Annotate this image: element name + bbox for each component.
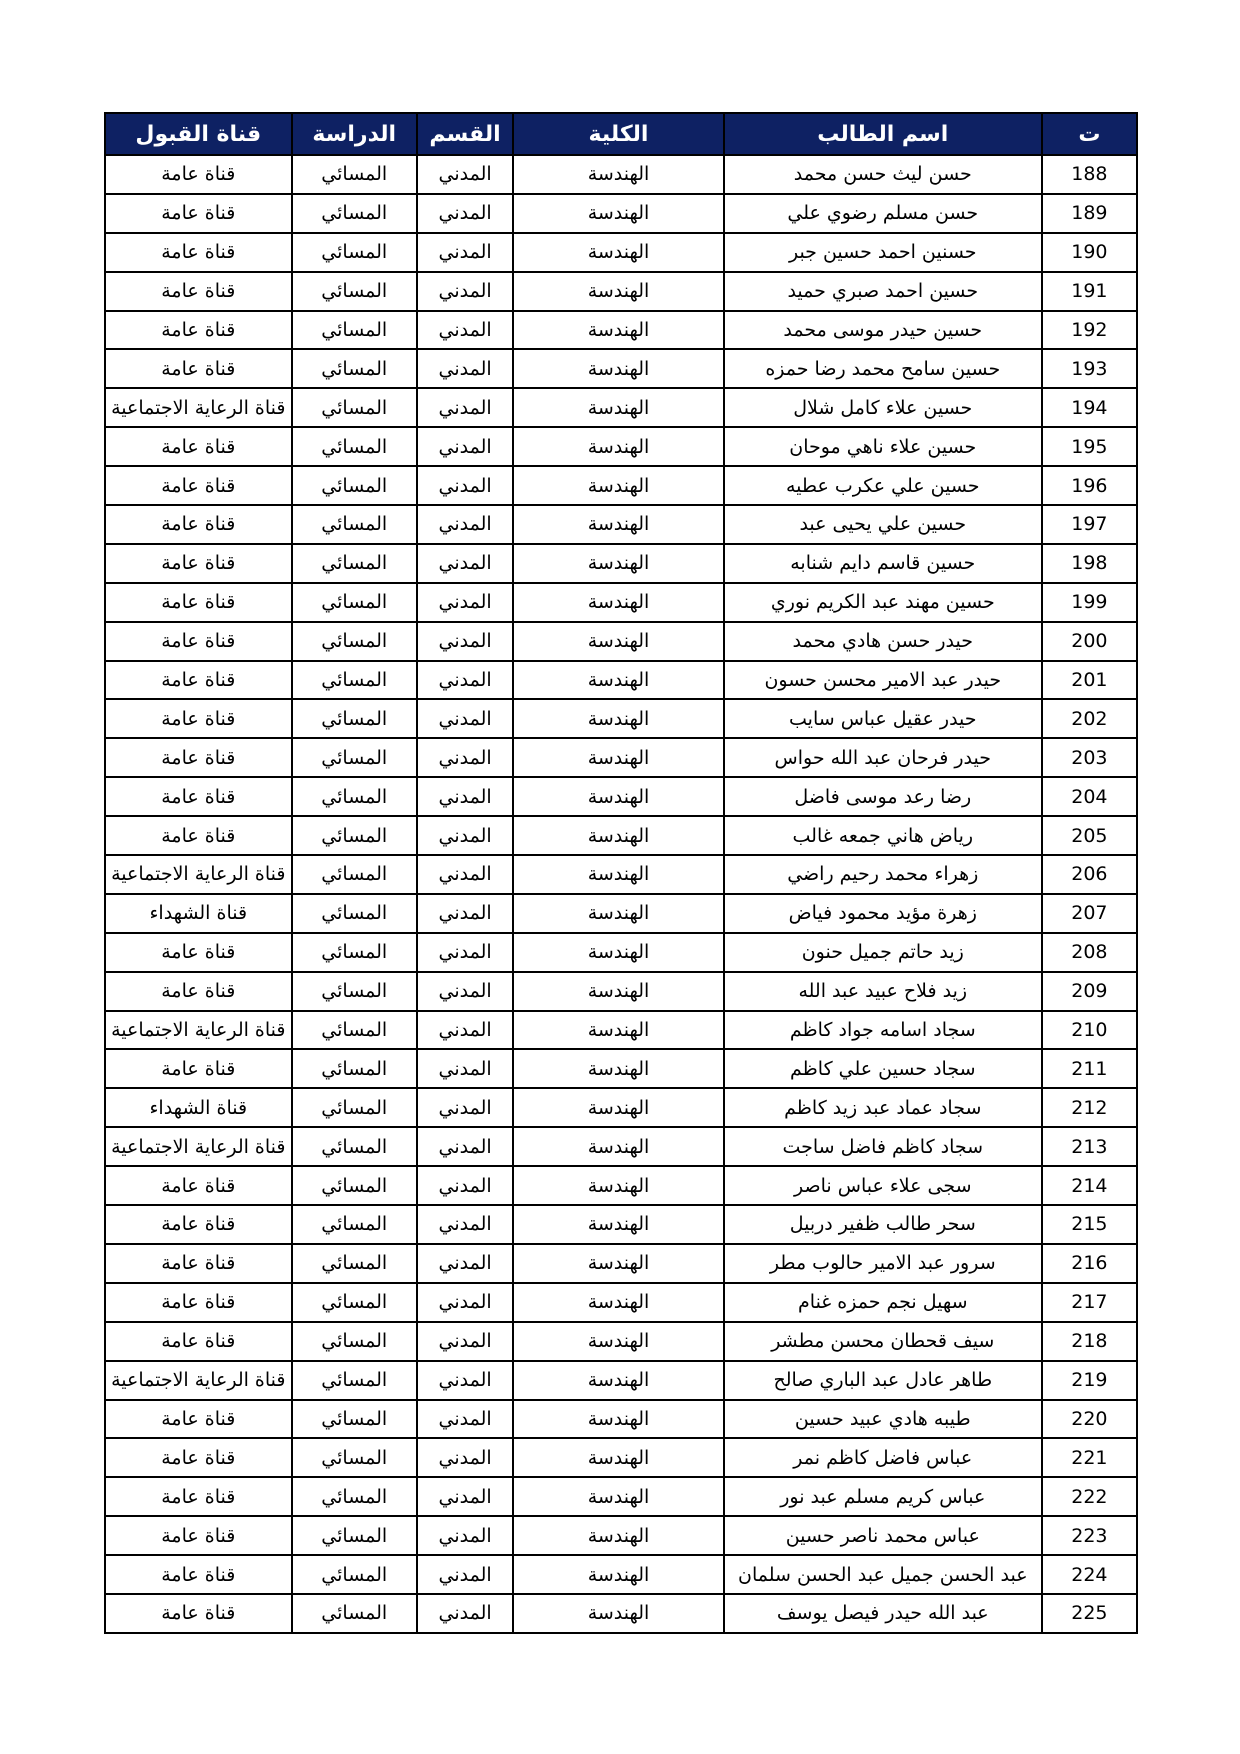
cell-name: سجى علاء عباس ناصر	[724, 1166, 1042, 1205]
cell-serial: 206	[1042, 855, 1137, 894]
cell-study: المسائي	[292, 388, 417, 427]
cell-department: المدني	[417, 1011, 513, 1050]
cell-name: سرور عبد الامير حالوب مطر	[724, 1244, 1042, 1283]
cell-channel: قناة الرعاية الاجتماعية	[105, 388, 292, 427]
cell-serial: 193	[1042, 349, 1137, 388]
cell-channel: قناة عامة	[105, 272, 292, 311]
cell-name: سهيل نجم حمزه غنام	[724, 1283, 1042, 1322]
cell-name: رياض هاني جمعه غالب	[724, 816, 1042, 855]
table-row	[105, 1166, 1137, 1205]
cell-department: المدني	[417, 466, 513, 505]
cell-college: الهندسة	[513, 894, 724, 933]
cell-college: الهندسة	[513, 1127, 724, 1166]
table-row	[105, 233, 1137, 272]
table-row	[105, 311, 1137, 350]
cell-college: الهندسة	[513, 349, 724, 388]
cell-college: الهندسة	[513, 1594, 724, 1633]
cell-channel: قناة عامة	[105, 1283, 292, 1322]
cell-college: الهندسة	[513, 1049, 724, 1088]
table-row	[105, 466, 1137, 505]
cell-serial: 191	[1042, 272, 1137, 311]
cell-department: المدني	[417, 311, 513, 350]
cell-name: حسين احمد صبري حميد	[724, 272, 1042, 311]
cell-department: المدني	[417, 1049, 513, 1088]
cell-serial: 220	[1042, 1400, 1137, 1439]
cell-college: الهندسة	[513, 233, 724, 272]
cell-study: المسائي	[292, 1283, 417, 1322]
cell-study: المسائي	[292, 1400, 417, 1439]
cell-serial: 195	[1042, 427, 1137, 466]
cell-college: الهندسة	[513, 933, 724, 972]
cell-study: المسائي	[292, 349, 417, 388]
cell-serial: 223	[1042, 1516, 1137, 1555]
cell-name: طيبه هادي عبيد حسين	[724, 1400, 1042, 1439]
cell-name: حسن ليث حسن محمد	[724, 155, 1042, 194]
table-row	[105, 622, 1137, 661]
cell-college: الهندسة	[513, 1166, 724, 1205]
cell-college: الهندسة	[513, 1244, 724, 1283]
cell-study: المسائي	[292, 699, 417, 738]
cell-department: المدني	[417, 233, 513, 272]
col-header-college: الكلية	[513, 113, 724, 155]
cell-department: المدني	[417, 1555, 513, 1594]
cell-study: المسائي	[292, 155, 417, 194]
cell-department: المدني	[417, 894, 513, 933]
table-row	[105, 777, 1137, 816]
cell-name: عباس محمد ناصر حسين	[724, 1516, 1042, 1555]
table-row	[105, 544, 1137, 583]
cell-college: الهندسة	[513, 583, 724, 622]
cell-study: المسائي	[292, 855, 417, 894]
cell-channel: قناة عامة	[105, 622, 292, 661]
cell-channel: قناة عامة	[105, 1166, 292, 1205]
cell-department: المدني	[417, 272, 513, 311]
cell-study: المسائي	[292, 583, 417, 622]
cell-college: الهندسة	[513, 505, 724, 544]
table-row	[105, 505, 1137, 544]
cell-channel: قناة عامة	[105, 738, 292, 777]
cell-channel: قناة عامة	[105, 466, 292, 505]
table-row	[105, 1594, 1137, 1633]
cell-department: المدني	[417, 933, 513, 972]
cell-name: سجاد حسين علي كاظم	[724, 1049, 1042, 1088]
cell-channel: قناة عامة	[105, 1516, 292, 1555]
table-row	[105, 427, 1137, 466]
cell-department: المدني	[417, 194, 513, 233]
table-row	[105, 1088, 1137, 1127]
cell-serial: 212	[1042, 1088, 1137, 1127]
cell-serial: 188	[1042, 155, 1137, 194]
cell-department: المدني	[417, 1400, 513, 1439]
table-row	[105, 194, 1137, 233]
cell-name: زهرة مؤيد محمود فياض	[724, 894, 1042, 933]
cell-study: المسائي	[292, 1438, 417, 1477]
cell-serial: 225	[1042, 1594, 1137, 1633]
cell-department: المدني	[417, 388, 513, 427]
cell-department: المدني	[417, 1166, 513, 1205]
cell-study: المسائي	[292, 1322, 417, 1361]
cell-name: حسن مسلم رضوي علي	[724, 194, 1042, 233]
cell-study: المسائي	[292, 738, 417, 777]
table-row	[105, 816, 1137, 855]
cell-channel: قناة عامة	[105, 1244, 292, 1283]
cell-name: حسين علاء كامل شلال	[724, 388, 1042, 427]
cell-name: حسين علي يحيى عبد	[724, 505, 1042, 544]
cell-study: المسائي	[292, 1127, 417, 1166]
cell-department: المدني	[417, 1127, 513, 1166]
cell-channel: قناة عامة	[105, 1049, 292, 1088]
table-row	[105, 894, 1137, 933]
cell-department: المدني	[417, 1477, 513, 1516]
cell-name: عبد الحسن جميل عبد الحسن سلمان	[724, 1555, 1042, 1594]
cell-study: المسائي	[292, 233, 417, 272]
cell-channel: قناة الرعاية الاجتماعية	[105, 1011, 292, 1050]
table-row	[105, 272, 1137, 311]
cell-name: حسين مهند عبد الكريم نوري	[724, 583, 1042, 622]
table-row	[105, 1516, 1137, 1555]
cell-department: المدني	[417, 155, 513, 194]
col-header-study: الدراسة	[292, 113, 417, 155]
cell-serial: 210	[1042, 1011, 1137, 1050]
cell-name: حسين علي عكرب عطيه	[724, 466, 1042, 505]
cell-serial: 194	[1042, 388, 1137, 427]
cell-college: الهندسة	[513, 661, 724, 700]
cell-channel: قناة عامة	[105, 1205, 292, 1244]
cell-name: حسين حيدر موسى محمد	[724, 311, 1042, 350]
cell-college: الهندسة	[513, 1088, 724, 1127]
table-row	[105, 1400, 1137, 1439]
cell-serial: 217	[1042, 1283, 1137, 1322]
cell-serial: 205	[1042, 816, 1137, 855]
table-row	[105, 1244, 1137, 1283]
cell-serial: 196	[1042, 466, 1137, 505]
cell-study: المسائي	[292, 1477, 417, 1516]
cell-college: الهندسة	[513, 699, 724, 738]
cell-channel: قناة الرعاية الاجتماعية	[105, 855, 292, 894]
cell-channel: قناة عامة	[105, 233, 292, 272]
admission-roster-table	[104, 112, 1138, 1634]
cell-serial: 214	[1042, 1166, 1137, 1205]
cell-department: المدني	[417, 738, 513, 777]
cell-name: حيدر عبد الامير محسن حسون	[724, 661, 1042, 700]
cell-serial: 218	[1042, 1322, 1137, 1361]
col-header-serial: ت	[1042, 113, 1137, 155]
cell-study: المسائي	[292, 972, 417, 1011]
cell-department: المدني	[417, 1516, 513, 1555]
cell-name: عباس كريم مسلم عبد نور	[724, 1477, 1042, 1516]
cell-name: حسين قاسم دايم شنابه	[724, 544, 1042, 583]
cell-study: المسائي	[292, 272, 417, 311]
cell-study: المسائي	[292, 1361, 417, 1400]
col-header-department: القسم	[417, 113, 513, 155]
cell-name: حسنين احمد حسين جبر	[724, 233, 1042, 272]
cell-department: المدني	[417, 855, 513, 894]
table-row	[105, 1127, 1137, 1166]
cell-study: المسائي	[292, 777, 417, 816]
cell-department: المدني	[417, 661, 513, 700]
cell-department: المدني	[417, 622, 513, 661]
cell-serial: 221	[1042, 1438, 1137, 1477]
cell-department: المدني	[417, 972, 513, 1011]
table-row	[105, 1283, 1137, 1322]
table-row	[105, 1049, 1137, 1088]
table-header-row	[105, 113, 1137, 155]
cell-college: الهندسة	[513, 1555, 724, 1594]
cell-name: زيد حاتم جميل حنون	[724, 933, 1042, 972]
cell-college: الهندسة	[513, 1322, 724, 1361]
cell-study: المسائي	[292, 505, 417, 544]
cell-channel: قناة عامة	[105, 194, 292, 233]
cell-study: المسائي	[292, 622, 417, 661]
cell-name: طاهر عادل عبد الباري صالح	[724, 1361, 1042, 1400]
cell-channel: قناة عامة	[105, 933, 292, 972]
cell-college: الهندسة	[513, 1361, 724, 1400]
cell-study: المسائي	[292, 933, 417, 972]
cell-serial: 208	[1042, 933, 1137, 972]
cell-name: سحر طالب ظفير دربيل	[724, 1205, 1042, 1244]
cell-study: المسائي	[292, 466, 417, 505]
cell-channel: قناة الرعاية الاجتماعية	[105, 1127, 292, 1166]
cell-department: المدني	[417, 427, 513, 466]
cell-serial: 199	[1042, 583, 1137, 622]
cell-name: حسين سامح محمد رضا حمزه	[724, 349, 1042, 388]
cell-college: الهندسة	[513, 777, 724, 816]
cell-serial: 219	[1042, 1361, 1137, 1400]
cell-serial: 201	[1042, 661, 1137, 700]
table-row	[105, 388, 1137, 427]
cell-channel: قناة عامة	[105, 661, 292, 700]
cell-college: الهندسة	[513, 1477, 724, 1516]
cell-study: المسائي	[292, 311, 417, 350]
cell-college: الهندسة	[513, 972, 724, 1011]
cell-channel: قناة عامة	[105, 699, 292, 738]
cell-channel: قناة عامة	[105, 1438, 292, 1477]
cell-name: سجاد اسامه جواد كاظم	[724, 1011, 1042, 1050]
cell-study: المسائي	[292, 194, 417, 233]
table-row	[105, 155, 1137, 194]
cell-channel: قناة عامة	[105, 1400, 292, 1439]
cell-channel: قناة عامة	[105, 777, 292, 816]
cell-department: المدني	[417, 777, 513, 816]
cell-department: المدني	[417, 1438, 513, 1477]
cell-college: الهندسة	[513, 1205, 724, 1244]
table-row	[105, 1361, 1137, 1400]
cell-study: المسائي	[292, 1205, 417, 1244]
cell-serial: 207	[1042, 894, 1137, 933]
cell-serial: 222	[1042, 1477, 1137, 1516]
cell-name: رضا رعد موسى فاضل	[724, 777, 1042, 816]
cell-name: سجاد عماد عبد زيد كاظم	[724, 1088, 1042, 1127]
cell-department: المدني	[417, 505, 513, 544]
table-row	[105, 1438, 1137, 1477]
cell-college: الهندسة	[513, 1516, 724, 1555]
cell-serial: 200	[1042, 622, 1137, 661]
cell-college: الهندسة	[513, 1438, 724, 1477]
table-row	[105, 933, 1137, 972]
cell-serial: 198	[1042, 544, 1137, 583]
table-row	[105, 738, 1137, 777]
cell-college: الهندسة	[513, 272, 724, 311]
cell-college: الهندسة	[513, 816, 724, 855]
cell-study: المسائي	[292, 894, 417, 933]
cell-serial: 211	[1042, 1049, 1137, 1088]
cell-name: حسين علاء ناهي موحان	[724, 427, 1042, 466]
cell-serial: 215	[1042, 1205, 1137, 1244]
cell-college: الهندسة	[513, 388, 724, 427]
cell-serial: 192	[1042, 311, 1137, 350]
table-row	[105, 349, 1137, 388]
cell-serial: 209	[1042, 972, 1137, 1011]
cell-college: الهندسة	[513, 155, 724, 194]
cell-name: سجاد كاظم فاضل ساجت	[724, 1127, 1042, 1166]
cell-study: المسائي	[292, 1555, 417, 1594]
cell-channel: قناة عامة	[105, 1477, 292, 1516]
table-row	[105, 1477, 1137, 1516]
table-row	[105, 1205, 1137, 1244]
cell-study: المسائي	[292, 1011, 417, 1050]
cell-college: الهندسة	[513, 738, 724, 777]
cell-study: المسائي	[292, 1594, 417, 1633]
cell-channel: قناة الرعاية الاجتماعية	[105, 1361, 292, 1400]
cell-department: المدني	[417, 1283, 513, 1322]
cell-serial: 189	[1042, 194, 1137, 233]
cell-channel: قناة عامة	[105, 155, 292, 194]
table-row	[105, 699, 1137, 738]
col-header-name: اسم الطالب	[724, 113, 1042, 155]
cell-name: سيف قحطان محسن مطشر	[724, 1322, 1042, 1361]
cell-department: المدني	[417, 1088, 513, 1127]
cell-name: حيدر عقيل عباس سايب	[724, 699, 1042, 738]
cell-channel: قناة عامة	[105, 972, 292, 1011]
cell-name: زيد فلاح عبيد عبد الله	[724, 972, 1042, 1011]
cell-college: الهندسة	[513, 427, 724, 466]
table-row	[105, 583, 1137, 622]
cell-channel: قناة الشهداء	[105, 894, 292, 933]
cell-serial: 204	[1042, 777, 1137, 816]
cell-department: المدني	[417, 699, 513, 738]
col-header-channel: قناة القبول	[105, 113, 292, 155]
cell-channel: قناة عامة	[105, 1594, 292, 1633]
cell-department: المدني	[417, 1244, 513, 1283]
cell-channel: قناة عامة	[105, 544, 292, 583]
cell-channel: قناة الشهداء	[105, 1088, 292, 1127]
cell-name: حيدر حسن هادي محمد	[724, 622, 1042, 661]
cell-study: المسائي	[292, 1088, 417, 1127]
cell-channel: قناة عامة	[105, 1322, 292, 1361]
cell-serial: 213	[1042, 1127, 1137, 1166]
cell-department: المدني	[417, 1361, 513, 1400]
cell-department: المدني	[417, 1322, 513, 1361]
cell-serial: 197	[1042, 505, 1137, 544]
cell-serial: 203	[1042, 738, 1137, 777]
table-row	[105, 1011, 1137, 1050]
table-row	[105, 1322, 1137, 1361]
cell-study: المسائي	[292, 1244, 417, 1283]
cell-college: الهندسة	[513, 1283, 724, 1322]
cell-department: المدني	[417, 544, 513, 583]
cell-study: المسائي	[292, 816, 417, 855]
cell-department: المدني	[417, 1205, 513, 1244]
table-body	[105, 155, 1137, 1633]
cell-college: الهندسة	[513, 544, 724, 583]
cell-college: الهندسة	[513, 855, 724, 894]
cell-department: المدني	[417, 349, 513, 388]
cell-name: عباس فاضل كاظم نمر	[724, 1438, 1042, 1477]
cell-college: الهندسة	[513, 1011, 724, 1050]
cell-serial: 216	[1042, 1244, 1137, 1283]
cell-channel: قناة عامة	[105, 583, 292, 622]
cell-serial: 224	[1042, 1555, 1137, 1594]
cell-study: المسائي	[292, 1516, 417, 1555]
cell-name: حيدر فرحان عبد الله حواس	[724, 738, 1042, 777]
cell-channel: قناة عامة	[105, 349, 292, 388]
cell-study: المسائي	[292, 1166, 417, 1205]
cell-college: الهندسة	[513, 466, 724, 505]
cell-channel: قناة عامة	[105, 505, 292, 544]
cell-study: المسائي	[292, 1049, 417, 1088]
cell-channel: قناة عامة	[105, 1555, 292, 1594]
cell-study: المسائي	[292, 544, 417, 583]
cell-channel: قناة عامة	[105, 427, 292, 466]
cell-college: الهندسة	[513, 311, 724, 350]
cell-name: عبد الله حيدر فيصل يوسف	[724, 1594, 1042, 1633]
cell-study: المسائي	[292, 661, 417, 700]
cell-channel: قناة عامة	[105, 311, 292, 350]
cell-channel: قناة عامة	[105, 816, 292, 855]
cell-college: الهندسة	[513, 194, 724, 233]
cell-name: زهراء محمد رحيم راضي	[724, 855, 1042, 894]
table-row	[105, 1555, 1137, 1594]
cell-college: الهندسة	[513, 1400, 724, 1439]
cell-serial: 202	[1042, 699, 1137, 738]
cell-department: المدني	[417, 583, 513, 622]
cell-serial: 190	[1042, 233, 1137, 272]
cell-college: الهندسة	[513, 622, 724, 661]
cell-department: المدني	[417, 816, 513, 855]
cell-study: المسائي	[292, 427, 417, 466]
table-row	[105, 855, 1137, 894]
table-row	[105, 661, 1137, 700]
cell-department: المدني	[417, 1594, 513, 1633]
table-row	[105, 972, 1137, 1011]
